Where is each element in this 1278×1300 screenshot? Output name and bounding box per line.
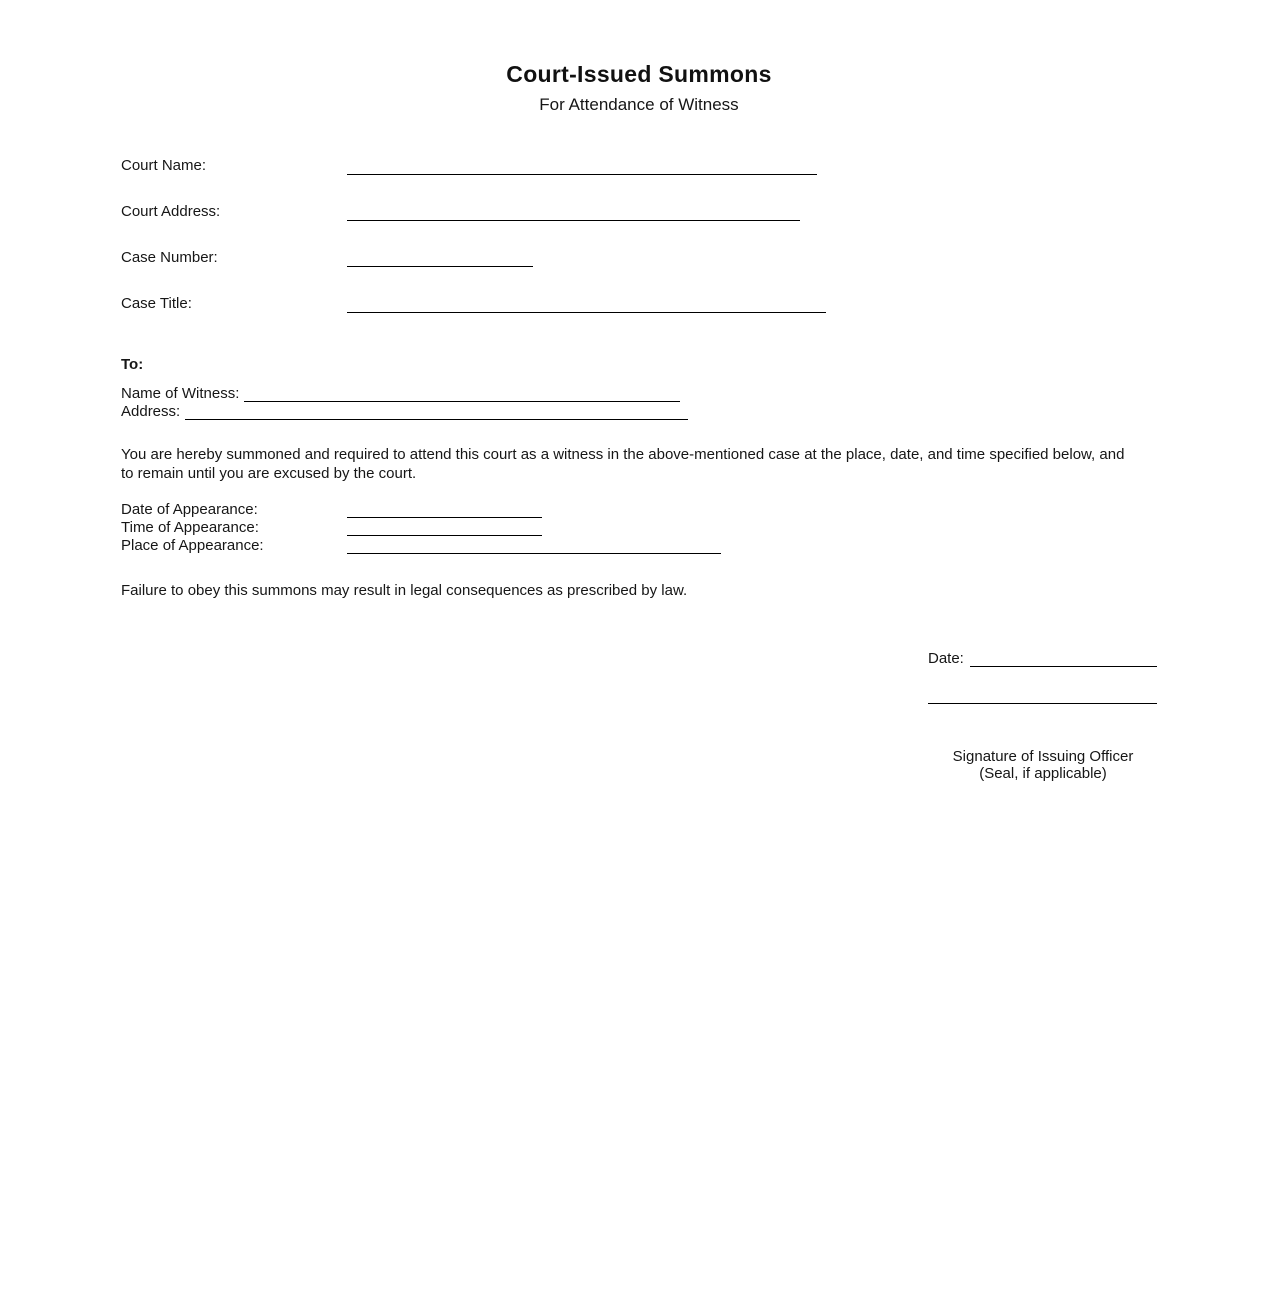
time-of-appearance-blank-line [347,520,542,536]
witness-name-label: Name of Witness: [121,385,240,402]
case-title-label: Case Title: [121,295,192,312]
field-row-case-number [121,249,533,267]
court-name-blank-line [347,158,817,175]
court-address-blank-line [347,204,800,221]
seal-caption: (Seal, if applicable) [979,765,1107,782]
court-address-label: Court Address: [121,203,221,220]
field-row-case-title [121,295,826,313]
date-of-appearance-label: Date of Appearance: [121,501,258,518]
signature-date-label: Date: [928,650,964,667]
field-row-signature-date [928,650,1157,667]
witness-address-label: Address: [121,403,181,420]
case-number-label: Case Number: [121,249,218,266]
case-title-blank-line [347,296,826,313]
signature-caption: Signature of Issuing Officer [952,748,1134,765]
field-row-witness-address [121,403,688,420]
place-of-appearance-blank-line [347,538,721,554]
summons-paragraph: You are hereby summoned and required to attend this court as a witness in the above-mentioned case at the place, date, and time specified below, and to remain until you are excused by the court. [121,446,1125,482]
field-row-time-of-appearance [121,519,542,536]
field-row-date-of-appearance [121,501,542,518]
case-number-blank-line [347,250,533,267]
field-row-witness-name [121,385,680,402]
warning-text: Failure to obey this summons may result in legal consequences as prescribed by law. [121,582,688,599]
field-row-court-name [121,157,817,175]
court-name-label: Court Name: [121,157,207,174]
signature-blank-line [928,703,1157,704]
place-of-appearance-label: Place of Appearance: [121,537,264,554]
document-subtitle: For Attendance of Witness [539,95,739,114]
to-heading: To: [121,356,144,373]
document-title: Court-Issued Summons [506,61,772,87]
time-of-appearance-label: Time of Appearance: [121,519,259,536]
witness-name-blank-line [244,386,680,402]
field-row-court-address [121,203,800,221]
witness-address-blank-line [185,404,688,420]
field-row-place-of-appearance [121,537,721,554]
date-of-appearance-blank-line [347,502,542,518]
signature-date-blank-line [970,651,1157,667]
